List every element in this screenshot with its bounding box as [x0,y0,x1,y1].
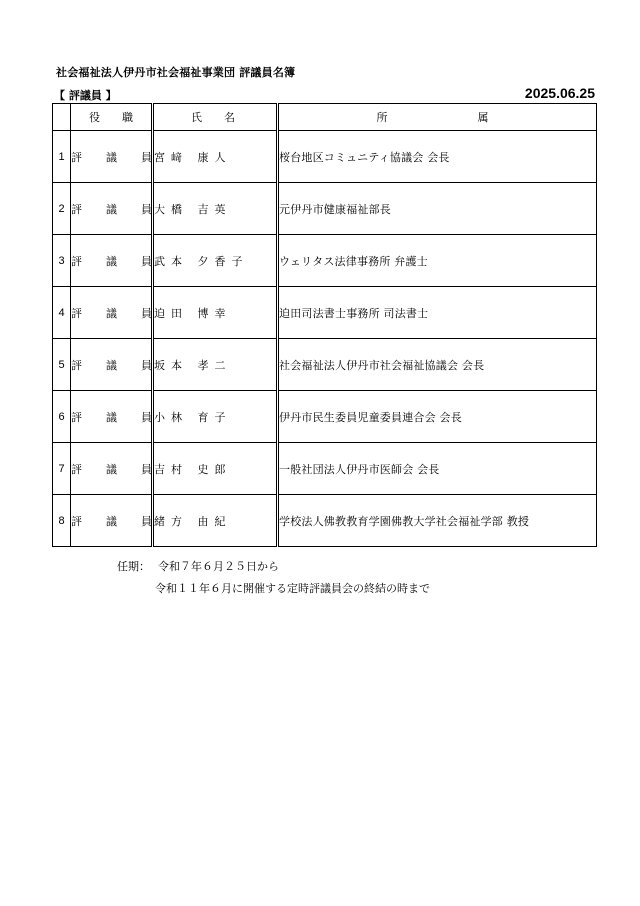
row-number: 3 [53,235,71,287]
header-affiliation: 所属 [278,104,597,131]
document-date: 2025.06.25 [524,85,595,101]
table-row [53,495,597,547]
row-affiliation: 一般社団法人伊丹市医師会 会長 [278,443,597,495]
term-label: 任期： [117,560,150,573]
row-affiliation: ウェリタス法律事務所 弁護士 [278,235,597,287]
row-affiliation: 社会福祉法人伊丹市社会福祉協議会 会長 [278,339,597,391]
row-affiliation: 迫田司法書士事務所 司法書士 [278,287,597,339]
row-number: 1 [53,131,71,183]
row-name: 迫田 博幸 [153,287,278,339]
row-number: 5 [53,339,71,391]
header-name: 氏名 [153,104,278,131]
row-number: 7 [53,443,71,495]
row-number: 8 [53,495,71,547]
row-name: 吉村 史郎 [153,443,278,495]
row-name: 小林 育子 [153,391,278,443]
term-end: 令和１１年６月に開催する定時評議員会の終結の時まで [155,582,430,595]
row-name: 宮﨑 康人 [153,131,278,183]
row-role: 評議員 [71,391,153,443]
row-number: 2 [53,183,71,235]
row-affiliation: 伊丹市民生委員児童委員連合会 会長 [278,391,597,443]
row-name: 坂本 孝二 [153,339,278,391]
table-row [53,131,597,183]
row-role: 評議員 [71,235,153,287]
row-name: 大橋 吉英 [153,183,278,235]
header-number [53,104,71,131]
row-role: 評議員 [71,443,153,495]
row-role: 評議員 [71,495,153,547]
row-number: 6 [53,391,71,443]
row-affiliation: 元伊丹市健康福祉部長 [278,183,597,235]
table-row [53,339,597,391]
term-start [117,558,279,574]
table-header-row [53,104,597,131]
term-from: 令和７年６月２５日から [158,560,279,573]
row-affiliation: 桜台地区コミュニティ協議会 会長 [278,131,597,183]
row-role: 評議員 [71,339,153,391]
row-name: 緒方 由紀 [153,495,278,547]
row-role: 評議員 [71,183,153,235]
row-name: 武本 夕香子 [153,235,278,287]
councilor-roster-table [52,103,597,547]
table-row [53,443,597,495]
row-number: 4 [53,287,71,339]
document-title: 社会福祉法人伊丹市社会福祉事業団 評議員名簿 [56,66,296,79]
table-row [53,391,597,443]
table-row [53,235,597,287]
table-row [53,183,597,235]
row-role: 評議員 [71,287,153,339]
section-label: 【 評議員 】 [54,89,117,102]
header-role: 役職 [71,104,153,131]
row-role: 評議員 [71,131,153,183]
table-row [53,287,597,339]
row-affiliation: 学校法人佛教教育学園佛教大学社会福祉学部 教授 [278,495,597,547]
